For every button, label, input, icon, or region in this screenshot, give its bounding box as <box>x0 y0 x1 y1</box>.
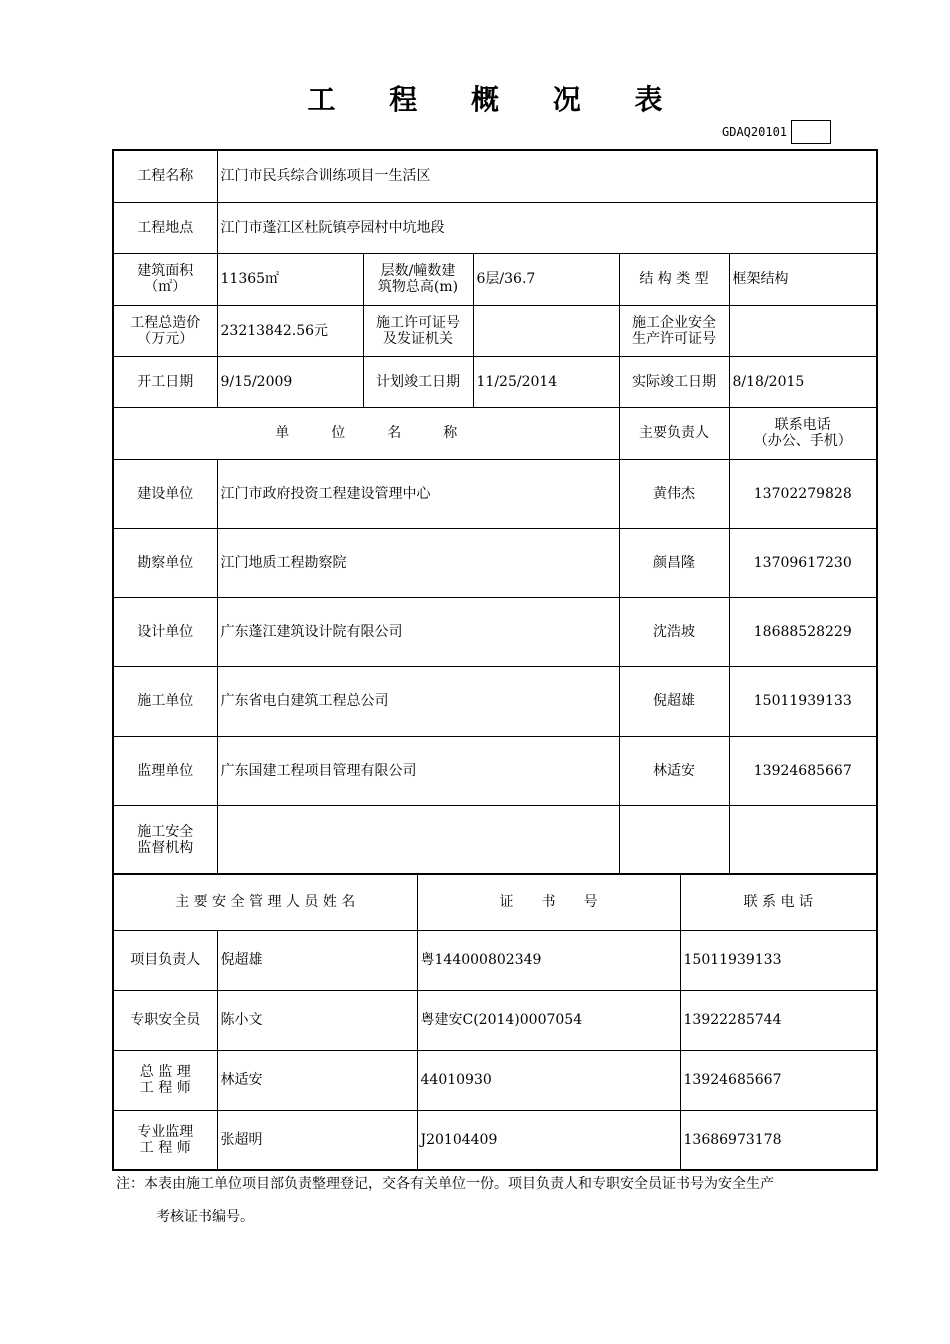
personnel-cert[interactable]: 粤建安C(2014)0007054 <box>417 990 680 1050</box>
floors-label-line2: 筑物总高(m) <box>377 279 459 295</box>
project-location-value[interactable]: 江门市蓬江区杜阮镇亭园村中坑地段 <box>217 202 877 253</box>
unit-role: 勘察单位 <box>113 528 217 597</box>
personnel-phone[interactable]: 13686973178 <box>680 1110 877 1170</box>
supervision-name[interactable] <box>217 805 619 874</box>
safety-permit-value[interactable] <box>729 305 877 356</box>
personnel-name[interactable]: 张超明 <box>217 1110 417 1170</box>
personnel-phone[interactable]: 15011939133 <box>680 930 877 990</box>
unit-name[interactable]: 广东国建工程项目管理有限公司 <box>217 736 619 805</box>
personnel-name[interactable]: 陈小文 <box>217 990 417 1050</box>
personnel-header-phone: 联 系 电 话 <box>680 874 877 930</box>
units-header-phone <box>729 407 877 459</box>
personnel-header-cert: 证 书 号 <box>417 874 680 930</box>
unit-row <box>113 597 877 666</box>
project-size-row <box>113 253 877 305</box>
form-code-suffix-box[interactable] <box>791 120 831 144</box>
area-label-line2: （㎡） <box>144 279 187 295</box>
permit-label-line1: 施工许可证号 <box>376 314 460 331</box>
page-title: 工 程 概 况 表 <box>307 83 685 116</box>
personnel-name[interactable]: 林适安 <box>217 1050 417 1110</box>
personnel-header-row <box>113 874 877 930</box>
personnel-header-name: 主 要 安 全 管 理 人 员 姓 名 <box>113 874 417 930</box>
floors-label-line1: 层数/幢数建 <box>380 263 456 279</box>
supervision-phone[interactable] <box>729 805 877 874</box>
supervision-label-line1: 施工安全 <box>137 823 194 840</box>
units-header-row <box>113 407 877 459</box>
structure-value[interactable]: 框架结构 <box>729 253 877 305</box>
planned-completion-label: 计划竣工日期 <box>363 356 473 407</box>
start-date-value[interactable]: 9/15/2009 <box>217 356 363 407</box>
unit-name[interactable]: 广东省电白建筑工程总公司 <box>217 666 619 736</box>
footnote: 注：本表由施工单位项目部负责整理登记，交各有关单位一份。项目负责人和专职安全员证书号为安全生产 <box>116 1176 774 1192</box>
supervision-label <box>113 805 217 874</box>
unit-row <box>113 666 877 736</box>
personnel-role-line2: 工 程 师 <box>139 1080 191 1096</box>
personnel-role <box>113 930 217 990</box>
footnote-continuation: 考核证书编号。 <box>156 1209 254 1225</box>
safety-permit-label <box>619 305 729 356</box>
supervision-row <box>113 805 877 874</box>
personnel-row <box>113 1050 877 1110</box>
safety-permit-label-line2: 生产许可证号 <box>632 330 716 347</box>
unit-manager[interactable]: 颜昌隆 <box>619 528 729 597</box>
unit-manager[interactable]: 倪超雄 <box>619 666 729 736</box>
personnel-cert[interactable]: J20104409 <box>417 1110 680 1170</box>
permit-label <box>363 305 473 356</box>
structure-label: 结 构 类 型 <box>619 253 729 305</box>
project-info-table <box>112 149 878 875</box>
personnel-cert[interactable]: 44010930 <box>417 1050 680 1110</box>
unit-phone[interactable]: 18688528229 <box>729 597 877 666</box>
unit-role: 设计单位 <box>113 597 217 666</box>
unit-row <box>113 459 877 528</box>
personnel-role-line1: 专业监理 <box>137 1123 194 1140</box>
actual-completion-label: 实际竣工日期 <box>619 356 729 407</box>
unit-manager[interactable]: 林适安 <box>619 736 729 805</box>
area-label-line1: 建筑面积 <box>137 263 194 279</box>
unit-name[interactable]: 江门地质工程勘察院 <box>217 528 619 597</box>
unit-role: 监理单位 <box>113 736 217 805</box>
project-dates-row <box>113 356 877 407</box>
personnel-role <box>113 990 217 1050</box>
project-name-row <box>113 150 877 202</box>
project-name-label: 工程名称 <box>113 150 217 202</box>
unit-row <box>113 528 877 597</box>
unit-manager[interactable]: 黄伟杰 <box>619 459 729 528</box>
supervision-manager[interactable] <box>619 805 729 874</box>
area-value[interactable]: 11365㎡ <box>217 253 363 305</box>
project-location-row <box>113 202 877 253</box>
personnel-role-line1: 项目负责人 <box>130 952 201 968</box>
actual-completion-value[interactable]: 8/18/2015 <box>729 356 877 407</box>
personnel-row <box>113 1110 877 1170</box>
unit-phone[interactable]: 15011939133 <box>729 666 877 736</box>
project-location-label: 工程地点 <box>113 202 217 253</box>
form-code: GDAQ20101 <box>722 125 788 139</box>
personnel-role-line2: 工 程 师 <box>139 1139 191 1156</box>
personnel-row <box>113 930 877 990</box>
cost-label-line1: 工程总造价 <box>130 314 201 331</box>
personnel-phone[interactable]: 13924685667 <box>680 1050 877 1110</box>
unit-phone[interactable]: 13709617230 <box>729 528 877 597</box>
personnel-row <box>113 990 877 1050</box>
project-cost-row <box>113 305 877 356</box>
permit-value[interactable] <box>473 305 619 356</box>
unit-role: 施工单位 <box>113 666 217 736</box>
personnel-name[interactable]: 倪超雄 <box>217 930 417 990</box>
personnel-cert[interactable]: 粤144000802349 <box>417 930 680 990</box>
form-code-area <box>722 120 831 144</box>
unit-role: 建设单位 <box>113 459 217 528</box>
personnel-role <box>113 1050 217 1110</box>
units-header-phone-line1: 联系电话 <box>774 417 831 433</box>
cost-label-line2: （万元） <box>137 330 194 347</box>
personnel-role-line1: 专职安全员 <box>130 1012 201 1028</box>
units-header-phone-line2: （办公、手机） <box>753 433 852 449</box>
permit-label-line2: 及发证机关 <box>383 330 453 347</box>
safety-permit-label-line1: 施工企业安全 <box>632 314 716 331</box>
unit-name[interactable]: 江门市政府投资工程建设管理中心 <box>217 459 619 528</box>
unit-phone[interactable]: 13924685667 <box>729 736 877 805</box>
unit-phone[interactable]: 13702279828 <box>729 459 877 528</box>
units-header-name: 单 位 名 称 <box>113 407 619 459</box>
floors-label <box>363 253 473 305</box>
personnel-table <box>112 873 878 1171</box>
area-label <box>113 253 217 305</box>
floors-value[interactable]: 6层/36.7 <box>473 253 619 305</box>
personnel-phone[interactable]: 13922285744 <box>680 990 877 1050</box>
personnel-role-line1: 总 监 理 <box>139 1064 191 1080</box>
personnel-role <box>113 1110 217 1170</box>
unit-name[interactable]: 广东蓬江建筑设计院有限公司 <box>217 597 619 666</box>
project-name-value[interactable]: 江门市民兵综合训练项目一生活区 <box>217 150 877 202</box>
unit-row <box>113 736 877 805</box>
unit-manager[interactable]: 沈浩坡 <box>619 597 729 666</box>
supervision-label-line2: 监督机构 <box>137 839 194 856</box>
cost-label <box>113 305 217 356</box>
cost-value[interactable]: 23213842.56元 <box>217 305 363 356</box>
units-header-manager: 主要负责人 <box>619 407 729 459</box>
planned-completion-value[interactable]: 11/25/2014 <box>473 356 619 407</box>
start-date-label: 开工日期 <box>113 356 217 407</box>
